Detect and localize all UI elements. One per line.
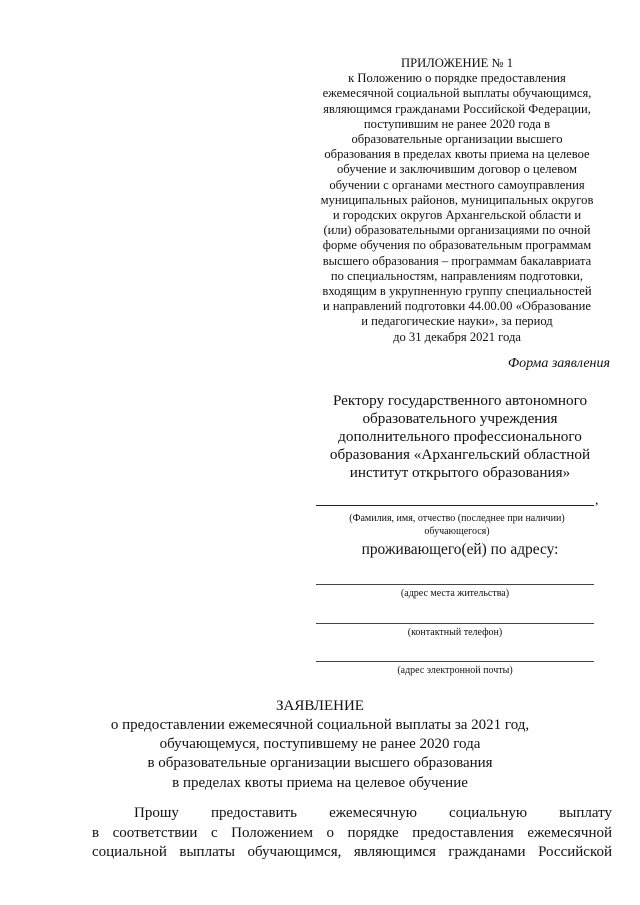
appendix-header: [296, 56, 618, 345]
statement-title: ЗАЯВЛЕНИЕ: [276, 698, 364, 714]
recipient-line: образовательного учреждения: [362, 410, 558, 427]
appendix-line: обучение и заключившим договор о целевом: [336, 162, 577, 177]
recipient-line: Ректору государственного автономного: [332, 392, 588, 409]
phone-caption: (контактный телефон): [407, 627, 503, 638]
statement-subtitle-line: обучающемуся, поступившему не ранее 2020 года: [159, 736, 481, 753]
address-caption: (адрес места жительства): [400, 588, 510, 599]
appendix-line: обучении с органами местного самоуправления: [329, 177, 585, 192]
appendix-line: ежемесячной социальной выплаты обучающимся,: [322, 86, 592, 101]
appendix-line: и педагогические науки», за период: [361, 314, 553, 329]
appendix-line: и городских округов Архангельской области и: [332, 208, 582, 223]
fio-input-line[interactable]: [316, 491, 594, 506]
fio-caption: [312, 513, 602, 538]
residing-label: проживающего(ей) по адресу:: [361, 541, 559, 558]
body-word: выплату: [559, 805, 612, 821]
appendix-line: и направлений подготовки 44.00.00 «Образование: [323, 299, 591, 314]
appendix-line: высшего образования – программам бакалавриата: [322, 253, 592, 268]
statement-subtitle-line: в образовательные организации высшего образования: [147, 755, 493, 772]
body-line-2: в соответствии с Положением о порядке предоставления ежемесячной: [92, 824, 612, 841]
body-word: предоставить: [210, 805, 298, 821]
appendix-title: ПРИЛОЖЕНИЕ № 1: [401, 56, 513, 70]
appendix-line: к Положению о порядке предоставления: [348, 71, 566, 86]
fio-comma: ,: [595, 493, 599, 508]
fio-caption-line: (Фамилия, имя, отчество (последнее при наличии): [349, 513, 565, 524]
appendix-line: до 31 декабря 2021 года: [393, 329, 521, 344]
body-line-3: социальной выплаты обучающимся, являющимся гражданами Российской: [92, 844, 612, 860]
body-word: ежемесячную: [329, 805, 417, 821]
address-input-line[interactable]: [316, 583, 594, 585]
appendix-line: входящим в укрупненную группу специальностей: [322, 284, 592, 299]
appendix-line: являющимся гражданами Российской Федерации,: [323, 101, 591, 116]
appendix-line: образования в пределах квоты приема на целевое: [324, 147, 590, 162]
recipient-line: институт открытого образования»: [349, 464, 571, 481]
form-label: Форма заявления: [507, 356, 610, 371]
appendix-line: по специальностям, направлениям подготовки,: [330, 268, 584, 283]
fio-caption-line: обучающегося): [424, 525, 490, 537]
appendix-line: муниципальных районов, муниципальных округов: [320, 192, 594, 207]
body-line-1: [92, 804, 612, 824]
recipient-block: [310, 392, 610, 482]
statement-subtitle: [80, 716, 560, 793]
statement-subtitle-line: о предоставлении ежемесячной социальной выплаты за 2021 год,: [110, 717, 530, 733]
recipient-line: дополнительного профессионального: [338, 428, 582, 445]
body-word: Прошу: [134, 805, 179, 821]
recipient-line: образования «Архангельский областной: [329, 446, 591, 463]
phone-input-line[interactable]: [316, 622, 594, 624]
appendix-line: поступившим не ранее 2020 года в: [363, 116, 551, 131]
body-word: социальную: [449, 805, 528, 821]
appendix-line: (или) образовательными организациями по очной: [323, 223, 591, 238]
email-caption: (адрес электронной почты): [397, 665, 513, 676]
appendix-line: образовательные организации высшего: [351, 132, 563, 147]
appendix-line: форме обучения по образовательным программам: [322, 238, 592, 253]
body-paragraph: [92, 804, 612, 863]
email-input-line[interactable]: [316, 660, 594, 662]
statement-subtitle-line: в пределах квоты приема на целевое обучение: [172, 774, 468, 791]
